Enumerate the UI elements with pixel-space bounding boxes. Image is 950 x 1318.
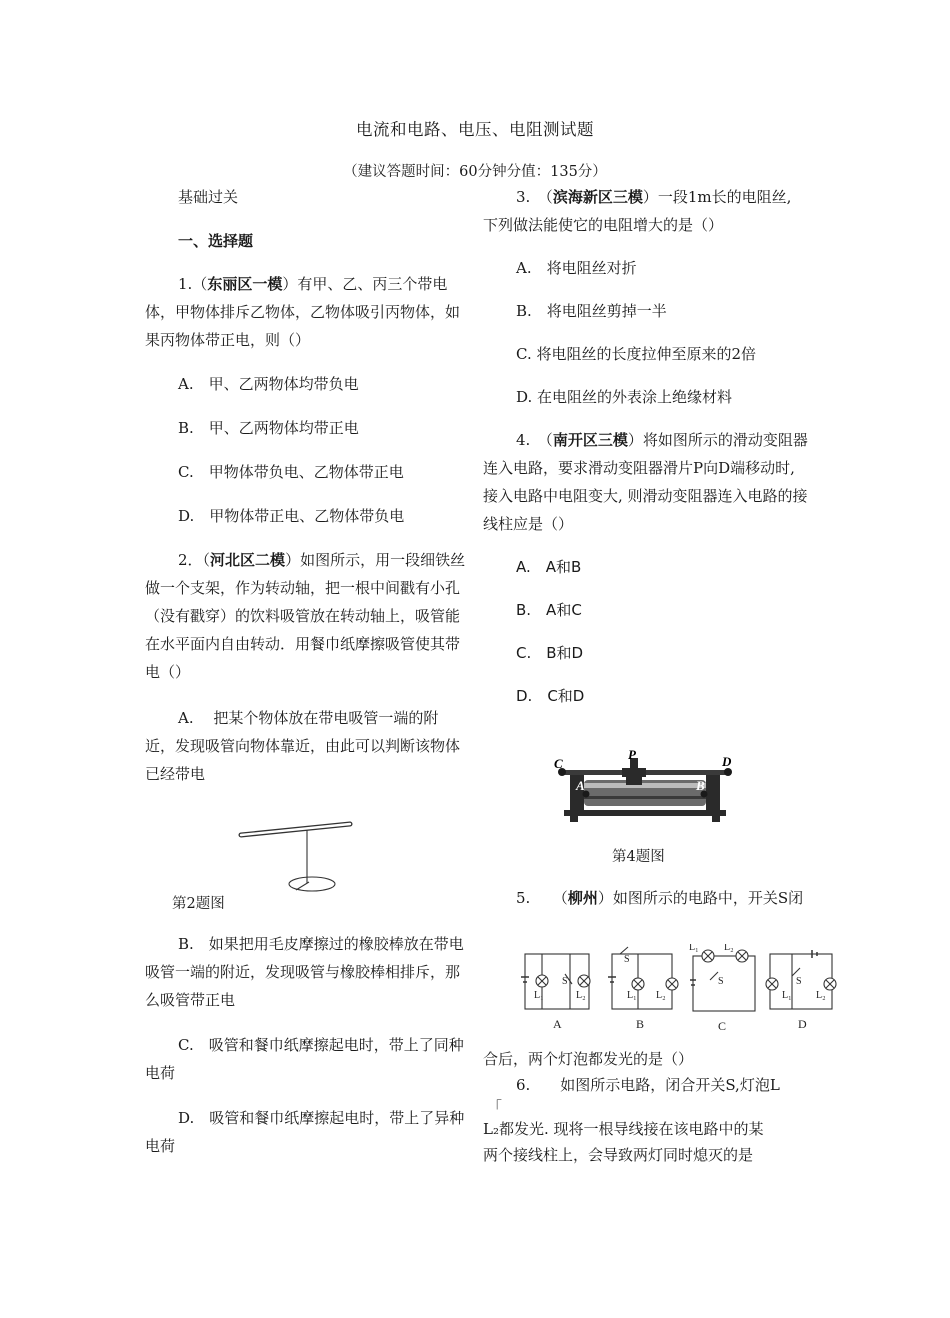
- circuit-b-lamp1-label: L₁: [627, 990, 637, 1001]
- circuit-d-switch-label: S: [796, 976, 802, 987]
- q1-option-d: D. 甲物体带正电、乙物体带负电: [178, 507, 405, 525]
- question-5: [483, 884, 809, 912]
- q5-stem-line2: 合后，两个灯泡都发光的是（）: [483, 1050, 694, 1068]
- left-column: [145, 183, 469, 788]
- q6-line1: 6. 如图所示电路，闭合开关S,灯泡L: [516, 1076, 780, 1094]
- q6-line2: L₂都发光. 现将一根导线接在该电路中的某: [483, 1120, 764, 1138]
- circuit-a-switch-label: S: [562, 976, 568, 987]
- question-1: [145, 270, 469, 354]
- q4-figure-caption: 第4题图: [612, 849, 665, 865]
- q4-option-d: D. C和D: [516, 687, 585, 705]
- q2-num: 2．（: [178, 551, 211, 569]
- q5-source: 柳州: [567, 889, 598, 907]
- q3-num: 3. （: [516, 188, 553, 206]
- q1-option-c: C. 甲物体带负电、乙物体带正电: [178, 463, 404, 481]
- q5-stem-line1-wrap: [483, 884, 809, 912]
- circuit-b-lamp2-label: L₂: [656, 990, 666, 1001]
- right-column-lower: [483, 1046, 809, 1168]
- q4-stem: ）将如图所示的滑动变阻器连入电路，要求滑动变阻器滑片P向D端移动时, 接入电路中电阻变大, 则滑动变阻器连入电路的接线柱应是（）: [483, 431, 808, 533]
- q2-source: 河北区二模: [210, 551, 286, 569]
- q3-option-a: A. 将电阻丝对折: [516, 259, 637, 277]
- q1-stem: ）有甲、乙、丙三个带电体，甲物体排斥乙物体，乙物体吸引丙物体，如果丙物体带正电，则（）: [145, 275, 461, 349]
- q1-option-a: A. 甲、乙两物体均带负电: [178, 375, 359, 393]
- circuit-c-label: C: [718, 1019, 727, 1033]
- straw-stand-figure: [236, 818, 356, 898]
- q3-option-b: B. 将电阻丝剪掉一半: [516, 302, 667, 320]
- q1-num: 1.（: [178, 275, 208, 293]
- q2-option-a-line2: 近，发现吸管向物体靠近，由此可以判断该物体已经带电: [145, 737, 461, 783]
- circuit-b-switch-label: S: [624, 954, 630, 965]
- right-column: [483, 183, 809, 710]
- section-label: 基础过关: [178, 188, 239, 206]
- q2-stem: ）如图所示，用一段细铁丝做一个支架，作为转动轴，把一根中间戳有小孔（没有戳穿）的饮料吸管放在转动轴上，吸管能在水平面内自由转动．用餐巾纸摩擦吸管使其带电（）: [145, 551, 466, 681]
- q4-num: 4. （: [516, 431, 553, 449]
- q2-option-b: B. 如果把用毛皮摩擦过的橡胶棒放在带电吸管一端的附近，发现吸管与橡胶棒相排斥，那么吸管带正电: [145, 935, 464, 1009]
- question-4: [483, 426, 809, 538]
- circuit-a-lamp2-label: L₂: [576, 990, 586, 1001]
- circuits-figure: [520, 944, 840, 1034]
- circuit-d-lamp2-label: L₂: [816, 990, 826, 1001]
- q3-stem-line2: 下列做法能使它的电阻增大的是（）: [483, 216, 724, 234]
- q3-option-d: D. 在电阻丝的外表涂上绝缘材料: [516, 388, 733, 406]
- q3-stem-line1: ）一段1m长的电阻丝,: [642, 188, 792, 206]
- q2-option-d: D. 吸管和餐巾纸摩擦起电时，带上了异种电荷: [145, 1109, 465, 1155]
- q1-option-b: B. 甲、乙两物体均带正电: [178, 419, 359, 437]
- circuit-c-lamp2-label: L₂: [724, 944, 734, 953]
- q2-option-a-line1: A. 把某个物体放在带电吸管一端的附: [178, 709, 439, 727]
- rheostat-label-d: D: [722, 754, 732, 769]
- q5-stem-line1: ）如图所示的电路中，开关S闭: [597, 889, 804, 907]
- rheostat-label-a: A: [576, 778, 585, 793]
- rheostat-label-c: C: [554, 756, 563, 771]
- q6-bracket: 「: [487, 1098, 503, 1116]
- question-2: [145, 546, 469, 686]
- q4-option-a: A. A和B: [516, 558, 582, 576]
- q4-source: 南开区三模: [552, 431, 628, 449]
- circuit-c-switch-label: S: [718, 976, 724, 987]
- q2-figure-caption: 第2题图: [172, 896, 225, 912]
- q2-option-c: C. 吸管和餐巾纸摩擦起电时，带上了同种电荷: [145, 1036, 464, 1082]
- circuit-d-label: D: [798, 1017, 807, 1031]
- q3-option-c: C. 将电阻丝的长度拉伸至原来的2倍: [516, 345, 757, 363]
- circuit-a-label: A: [553, 1017, 562, 1031]
- rheostat-label-p: P: [628, 750, 636, 762]
- part-heading: 一、选择题: [178, 232, 254, 250]
- q4-option-b: B. A和C: [516, 601, 582, 619]
- circuit-c-lamp1-label: L₁: [689, 944, 699, 953]
- q1-source: 东丽区一模: [207, 275, 283, 293]
- q6-line3: 两个接线柱上，会导致两灯同时熄灭的是: [483, 1146, 754, 1164]
- circuit-d-lamp1-label: L₁: [782, 990, 792, 1001]
- circuit-b-label: B: [636, 1017, 645, 1031]
- circuit-a-lamp1-label: L₁: [534, 990, 544, 1001]
- left-column-lower: [145, 930, 469, 1160]
- page-subtitle: （建议答题时间：60分钟分值：135分）: [343, 164, 607, 180]
- page-title: 电流和电路、电压、电阻测试题: [356, 120, 594, 139]
- rheostat-label-b: B: [696, 778, 705, 793]
- q5-num: 5. （: [516, 889, 568, 907]
- question-3: [483, 183, 809, 211]
- q3-source: 滨海新区三模: [552, 188, 643, 206]
- rheostat-figure: [550, 750, 740, 825]
- q4-option-c: C. B和D: [516, 644, 584, 662]
